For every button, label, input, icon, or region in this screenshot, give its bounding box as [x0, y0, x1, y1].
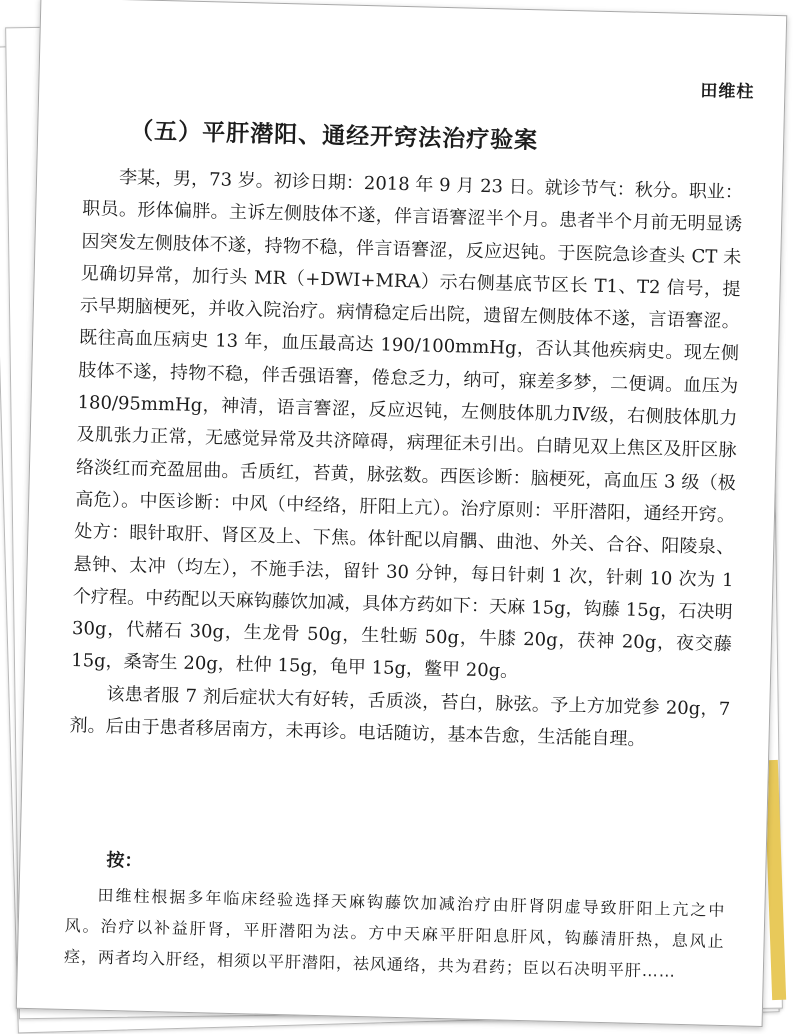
case-paragraph: 李某，男，73 岁。初诊日期：2018 年 9 月 23 日。就诊节气：秋分。职业：职员。形体偏胖。主诉左侧肢体不遂，伴言语謇涩半个月。患者半个月前无明显诱因突发左侧肢体不遂，持物不稳，伴言语謇涩，反应迟钝。于医院急诊查头 CT 未见确切异常，加行头 MR（+DWI+MRA）示右侧基底节区长 T1、T2 信号，提示早期脑梗死，并收入院治疗。病情稳定后出院，遗留左侧肢体不遂，言语謇涩。既往高血压病史 13 年，血压最高达 190/100mmHg，否认其他疾病史。现左侧肢体不遂，持物不稳，伴舌强语謇，倦怠乏力，纳可，寐差多梦，二便调。血压为 180/95mmHg，神清，语言謇涩，反应迟钝，左侧肢体肌力Ⅳ级，右侧肢体肌力及肌张力正常，无感觉异常及共济障碍，病理征未引出。白睛见双上焦区及肝区脉络淡红而充盈屈曲。舌质红，苔黄，脉弦数。西医诊断：脑梗死，高血压 3 级（极高危）。中医诊断：中风（中经络，肝阳上亢）。治疗原则：平肝潜阳，通经开窍。处方：眼针取肝、肾区及上、下焦。体针配以肩髃、曲池、外关、合谷、阳陵泉、悬钟、太冲（均左），不施手法，留针 30 分钟，每日针刺 1 次，针刺 10 次为 1 个疗程。中药配以天麻钩藤饮加减，具体方药如下：天麻 15g，钩藤 15g，石决明 30g，代赭石 30g，生龙骨 50g，生牡蛎 50g，牛膝 20g，茯神 20g，夜交藤 15g，桑寄生 20g，杜仲 15g，龟甲 15g，鳖甲 20g。: [71, 167, 744, 683]
case-paragraph: 该患者服 7 剂后症状大有好转，舌质淡，苔白，脉弦。予上方加党参 20g，7 剂。后由于患者移居南方，未再诊。电话随访，基本告愈，生活能自理。: [69, 683, 731, 751]
case-body: [69, 161, 743, 758]
book-page: [16, 0, 788, 1027]
commentary-heading: 按：: [106, 849, 143, 872]
commentary-body: [64, 879, 726, 988]
running-header: 田维柱: [700, 81, 755, 103]
section-title: （五）平肝潜阳、通经开窍法治疗验案: [129, 118, 539, 155]
commentary-paragraph: 田维柱根据多年临床经验选择天麻钩藤饮加减治疗由肝肾阴虚导致肝阳上亢之中风。治疗以补益肝肾，平肝潜阳为法。方中天麻平肝阳息肝风，钩藤清肝热，息风止痉，两者均入肝经，相须以平肝潜阳，祛风通络，共为君药；臣以石决明平肝……: [63, 885, 726, 981]
